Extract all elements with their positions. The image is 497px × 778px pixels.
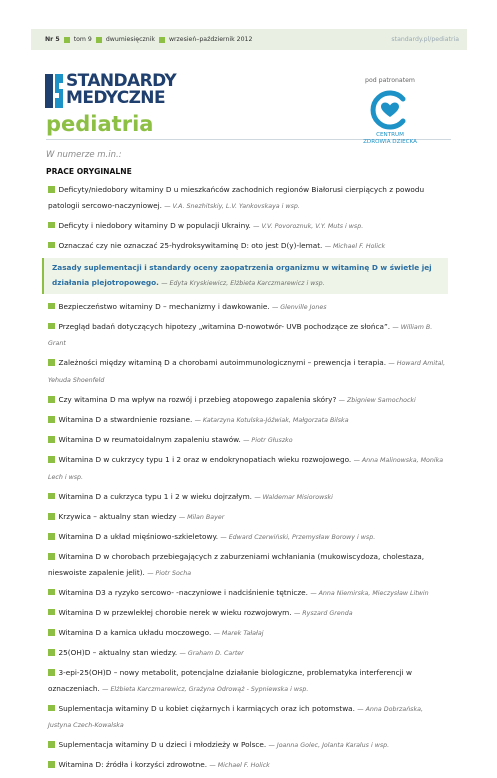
article-title: Deficyty/niedobory witaminy D u mieszkańców zachodnich regionów Białorusi cierpiących z powodu patologii sercowo-naczyniowej. (48, 185, 425, 210)
patronage-label: pod patronatem (365, 77, 415, 84)
article-authors: — Marek Tałałaj (213, 630, 264, 637)
article-title: Przegląd badań dotyczących hipotezy „witamina D-nowotwór- UVB pochodzące ze słońca”. (58, 321, 391, 331)
list-item[interactable] (48, 182, 448, 214)
bullet-square-icon (48, 533, 55, 540)
logo-wordmark (66, 73, 176, 107)
article-authors: — Ryszard Grenda (293, 609, 353, 617)
article-list (48, 182, 448, 778)
article-title: Zależności między witaminą D a chorobami autoimmunologicznymi – prewencja i terapia. (58, 358, 387, 368)
list-item[interactable] (48, 737, 448, 754)
list-item[interactable] (48, 585, 448, 602)
article-authors: — V.A. Snezhitskiy, L.V. Yankovskaya i wsp. (164, 202, 300, 210)
logo-line-2: MEDYCZNE (66, 88, 165, 108)
bullet-square-icon (48, 436, 55, 443)
list-item[interactable] (48, 701, 448, 734)
bullet-square-icon (48, 741, 55, 748)
list-item[interactable] (48, 605, 448, 622)
bullet-square-icon (48, 186, 55, 193)
list-item[interactable] (48, 299, 448, 316)
bullet-square-icon (48, 669, 55, 676)
article-authors: — Edyta Kryskiewicz, Elżbieta Karczmarewicz i wsp. (161, 280, 325, 288)
article-authors: — Graham D. Carter (179, 650, 244, 658)
article-title: Witamina D w przewlekłej chorobie nerek w wieku rozwojowym. (58, 607, 292, 617)
bullet-square-icon (48, 493, 55, 500)
patronage-org (355, 132, 425, 146)
bullet-square-icon (48, 456, 55, 463)
article-title: Witamina D w chorobach przebiegających z zaburzeniami wchłaniania (mukowiscydoza, cholestaza, nieswoiste zapalenie jelit). (48, 552, 425, 577)
bullet-square-icon (48, 222, 55, 229)
article-title: Witamina D3 a ryzyko sercowo- -naczyniowe i nadciśnienie tętnicze. (58, 587, 308, 597)
volume: tom 9 (73, 36, 92, 43)
article-authors: — Joanna Golec, Jolanta Karalus i wsp. (268, 742, 390, 750)
list-item[interactable] (48, 529, 448, 546)
list-item[interactable] (48, 452, 448, 485)
logo-mark-icon (45, 74, 63, 108)
article-title: Krzywica – aktualny stan wiedzy (58, 512, 177, 522)
bullet-square-icon (48, 761, 55, 768)
article-title: Witamina D w cukrzycy typu 1 i 2 oraz w endokrynopatiach wieku rozwojowego. (58, 455, 352, 465)
article-authors: — Edward Czerwiński, Przemysław Borowy i wsp. (220, 534, 376, 542)
issue-number: Nr 5 (45, 36, 60, 43)
article-title: Czy witamina D ma wpływ na rozwój i przebieg atopowego zapalenia skóry? (58, 395, 337, 405)
journal-title: pediatria (46, 112, 154, 136)
article-authors: — Milan Bayer (178, 514, 225, 522)
article-title: Witamina D w reumatoidalnym zapaleniu stawów. (58, 435, 241, 445)
bullet-square-icon (48, 553, 55, 560)
list-item[interactable] (48, 645, 448, 662)
bullet-square-icon (48, 589, 55, 596)
list-item[interactable] (48, 238, 448, 255)
highlighted-article[interactable] (42, 258, 448, 294)
article-title: Oznaczać czy nie oznaczać 25-hydroksywitaminę D: oto jest D(y)-lemat. (58, 240, 323, 250)
bullet-square-icon (48, 359, 55, 366)
issue-info (45, 36, 252, 43)
site-link[interactable]: standardy.pl/pediatria (391, 36, 459, 43)
article-authors: — Anna Niemirska, Mieczysław Litwin (310, 589, 429, 597)
list-item[interactable] (48, 432, 448, 449)
patronage (355, 77, 425, 146)
bullet-square-icon (48, 513, 55, 520)
article-authors: — Katarzyna Kotulska-Jóźwiak, Małgorzata Bilska (194, 417, 349, 425)
bullet-square-icon (48, 416, 55, 423)
list-item[interactable] (48, 319, 448, 352)
patronage-org-line-2: ZDROWIA DZIECKA (363, 139, 417, 145)
frequency: dwumiesięcznik (105, 36, 155, 43)
article-title: Deficyty i niedobory witaminy D w populacji Ukrainy. (58, 220, 251, 230)
article-authors: — Howard Amital, Yehuda Shoenfeld (48, 360, 446, 384)
contents-heading: W numerze m.in.: (46, 150, 122, 160)
article-authors: — Piotr Socha (147, 569, 192, 577)
bullet-square-icon (48, 303, 55, 310)
article-authors: — Anna Dobrzańska, Justyna Czech-Kowalska (48, 705, 423, 730)
period: wrzesień–październik 2012 (168, 36, 253, 43)
list-item[interactable] (48, 355, 448, 388)
bullet-square-icon (48, 705, 55, 712)
article-authors: — V.V. Povoroznuk, V.Y. Muts i wsp. (253, 222, 364, 230)
list-item[interactable] (48, 549, 448, 581)
bullet-square-icon (48, 323, 55, 330)
article-title: Witamina D a cukrzyca typu 1 i 2 w wieku dojrzałym. (58, 491, 252, 501)
bullet-square-icon (159, 37, 165, 43)
article-title: 25(OH)D – aktualny stan wiedzy. (58, 648, 178, 658)
list-item[interactable] (48, 392, 448, 409)
bullet-square-icon (48, 396, 55, 403)
bullet-square-icon (64, 37, 70, 43)
article-title: Suplementacja witaminy D u dzieci i młodzieży w Polsce. (58, 740, 267, 750)
article-title: Zasady suplementacji i standardy oceny zaopatrzenia organizmu w witaminę D w świetle jej działania plejotropowego. (52, 262, 432, 288)
heart-c-logo-icon (370, 90, 410, 130)
bullet-square-icon (48, 609, 55, 616)
section-title: PRACE ORYGINALNE (46, 167, 132, 176)
list-item[interactable] (48, 489, 448, 506)
article-title: Witamina D a stwardnienie rozsiane. (58, 415, 193, 425)
article-authors: — Waldemar Misiorowski (254, 493, 333, 501)
article-authors: — Elżbieta Karczmarewicz, Grażyna Odrowąż - Sypniewska i wsp. (102, 685, 309, 693)
patronage-org-line-1: CENTRUM (376, 132, 404, 138)
article-authors: — William B. Grant (48, 323, 433, 348)
list-item[interactable] (48, 757, 448, 774)
bullet-square-icon (48, 629, 55, 636)
article-title: 3-epi-25(OH)D – nowy metabolit, potencjalne działanie biologiczne, problematyka interferencji w oznaczeniach. (48, 668, 412, 693)
bullet-square-icon (96, 37, 102, 43)
article-title: Witamina D: źródła i korzyści zdrowotne. (58, 760, 208, 770)
article-authors: — Anna Malinowska, Monika Lech i wsp. (48, 457, 444, 481)
article-title: Witamina D a układ mięśniowo-szkieletowy. (58, 532, 219, 542)
list-item[interactable] (48, 509, 448, 526)
article-title: Suplementacja witaminy D u kobiet ciężarnych i karmiących oraz ich potomstwa. (58, 703, 355, 713)
article-authors: — Glenville Jones (272, 303, 327, 311)
list-item[interactable] (48, 412, 448, 429)
logo-line-1: STANDARDY (66, 71, 177, 91)
list-item[interactable] (48, 665, 448, 697)
article-title: Bezpieczeństwo witaminy D – mechanizmy i dawkowanie. (58, 301, 270, 311)
article-authors: — Michael F. Holick (209, 762, 270, 770)
bullet-square-icon (48, 242, 55, 249)
list-item[interactable] (48, 625, 448, 642)
article-authors: — Michael F. Holick (324, 242, 386, 250)
issue-bar (31, 29, 467, 50)
list-item[interactable] (48, 218, 448, 235)
article-authors: — Piotr Głuszko (243, 437, 293, 445)
article-title: Witamina D a kamica układu moczowego. (58, 628, 212, 637)
article-authors: — Zbigniew Samochocki (338, 397, 416, 405)
bullet-square-icon (48, 649, 55, 656)
